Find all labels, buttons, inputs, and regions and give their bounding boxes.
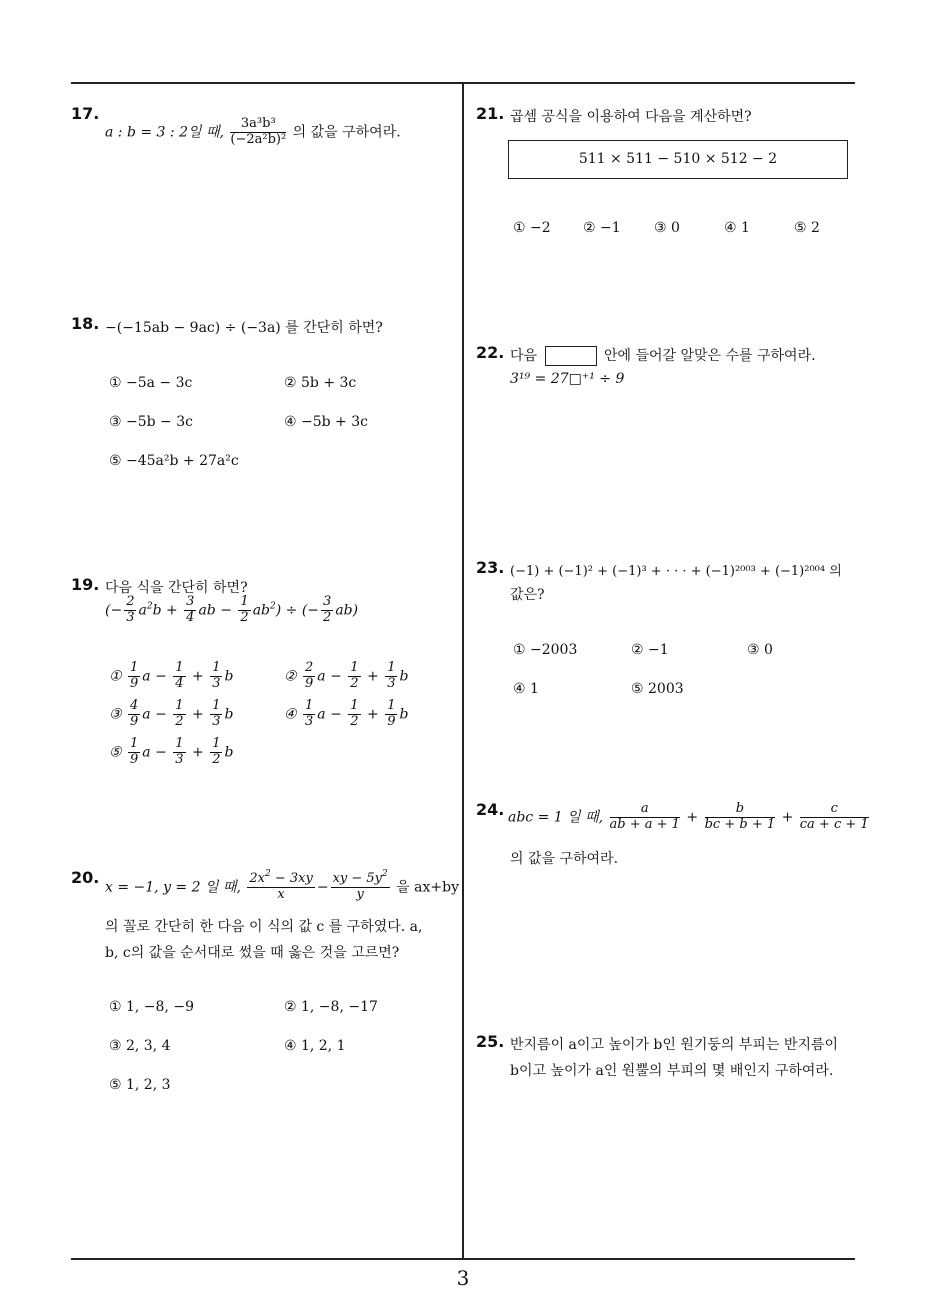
question-line-1: (−1) + (−1)² + (−1)³ + · · · + (−1)²⁰⁰³ + (−1)²⁰⁰⁴ 의 [510, 564, 842, 579]
question-line-3: b, c의 값을 순서대로 썼을 때 옳은 것을 고르면? [105, 945, 400, 961]
question-line-2: 값은? [510, 587, 545, 603]
question-number: 23. [476, 558, 505, 577]
question-line-2: b이고 높이가 a인 원뿔의 부피의 몇 배인지 구하여라. [510, 1063, 834, 1079]
choice-4[interactable]: ④ $\frac{1}{3}$ a − $\frac{1}{2}$ + $\frac{1}{9}$ b [284, 698, 409, 729]
question-line-2: 의 값을 구하여라. [510, 851, 619, 867]
question-text: a : b = 3 : 2일 때, $\frac{\text{3a³b³}}{\text{(−2a²b)²}}$ 의 값을 구하여라. [105, 116, 401, 147]
question-number: 18. [71, 314, 100, 333]
choice-3[interactable]: ③ 2, 3, 4 [109, 1038, 171, 1054]
question-number: 25. [476, 1032, 505, 1051]
question-line-2: 의 꼴로 간단히 한 다음 이 식의 값 c 를 구하였다. a, [105, 919, 423, 935]
question-19 [71, 575, 451, 775]
choice-1[interactable]: ① −5a − 3c [109, 375, 193, 391]
bottom-rule [71, 1258, 855, 1260]
expression: (− $\frac{2}{3}$ $a^2b$ + $\frac{3}{4}$ ab − $\frac{1}{2}$ $ab^2$) ÷ (− $\frac{3}{2}$ ab) [105, 594, 359, 625]
choice-4[interactable]: ④ 1 [724, 220, 750, 236]
choice-1[interactable]: ① $\frac{1}{9}$ a − $\frac{1}{4}$ + $\frac{1}{3}$ b [109, 660, 234, 691]
question-23 [476, 558, 866, 708]
choice-4[interactable]: ④ −5b + 3c [284, 414, 368, 430]
question-18 [71, 314, 451, 474]
question-text: 다음 식을 간단히 하면? [105, 580, 248, 596]
question-number: 20. [71, 868, 100, 887]
choice-1[interactable]: ① 1, −8, −9 [109, 999, 194, 1015]
choice-5[interactable]: ⑤ −45a²b + 27a²c [109, 453, 239, 469]
choice-3[interactable]: ③ 0 [747, 642, 773, 658]
fraction: $\frac{\text{3a³b³}}{\text{(−2a²b)²}}$ [230, 116, 287, 147]
question-24 [476, 800, 869, 870]
choice-4[interactable]: ④ 1, 2, 1 [284, 1038, 346, 1054]
choice-3[interactable]: ③ $\frac{4}{9}$ a − $\frac{1}{2}$ + $\frac{1}{3}$ b [109, 698, 234, 729]
choice-2[interactable]: ② 5b + 3c [284, 375, 357, 391]
expression-box: 511 × 511 − 510 × 512 − 2 [508, 140, 848, 179]
question-text: 다음 안에 들어갈 알맞은 수를 구하여라. [510, 348, 816, 364]
choice-3[interactable]: ③ −5b − 3c [109, 414, 193, 430]
question-20 [71, 868, 461, 1098]
equation: 3¹⁹ = 27□⁺¹ ÷ 9 [510, 371, 625, 387]
blank-box [545, 346, 597, 366]
column-divider [462, 83, 464, 1259]
choice-5[interactable]: ⑤ 2003 [631, 681, 684, 697]
question-text: 곱셈 공식을 이용하여 다음을 계산하면? [510, 109, 752, 125]
choice-5[interactable]: ⑤ $\frac{1}{9}$ a − $\frac{1}{3}$ + $\frac{1}{2}$ b [109, 736, 234, 767]
choice-1[interactable]: ① −2003 [513, 642, 578, 658]
question-text: −(−15ab − 9ac) ÷ (−3a) 를 간단히 하면? [105, 320, 383, 336]
choice-2[interactable]: ② $\frac{2}{9}$ a − $\frac{1}{2}$ + $\frac{1}{3}$ b [284, 660, 409, 691]
choice-2[interactable]: ② 1, −8, −17 [284, 999, 378, 1015]
question-text: abc = 1 일 때, $\frac{a}{ab + a + 1}$ + $\frac{b}{bc + b + 1}$ + $\frac{c}{ca + c + 1}$ [508, 801, 869, 832]
question-21 [476, 104, 856, 244]
choice-4[interactable]: ④ 1 [513, 681, 539, 697]
question-22 [476, 343, 856, 393]
question-line-1: x = −1, y = 2 일 때, $\frac{2x^2 - 3xy}{x}$ − $\frac{xy - 5y^2}{y}$ 을 ax+by [105, 869, 460, 902]
question-line-1: 반지름이 a이고 높이가 b인 원기둥의 부피는 반지름이 [510, 1037, 839, 1053]
choice-5[interactable]: ⑤ 2 [794, 220, 820, 236]
question-number: 24. [476, 800, 505, 819]
choice-5[interactable]: ⑤ 1, 2, 3 [109, 1077, 171, 1093]
page-number: 3 [456, 1266, 470, 1290]
choice-2[interactable]: ② −1 [583, 220, 621, 236]
question-number: 17. [71, 104, 100, 123]
question-number: 19. [71, 575, 100, 594]
question-17 [71, 104, 451, 164]
question-number: 22. [476, 343, 505, 362]
choice-2[interactable]: ② −1 [631, 642, 669, 658]
question-number: 21. [476, 104, 505, 123]
choice-3[interactable]: ③ 0 [654, 220, 680, 236]
question-25 [476, 1032, 866, 1092]
choice-1[interactable]: ① −2 [513, 220, 551, 236]
